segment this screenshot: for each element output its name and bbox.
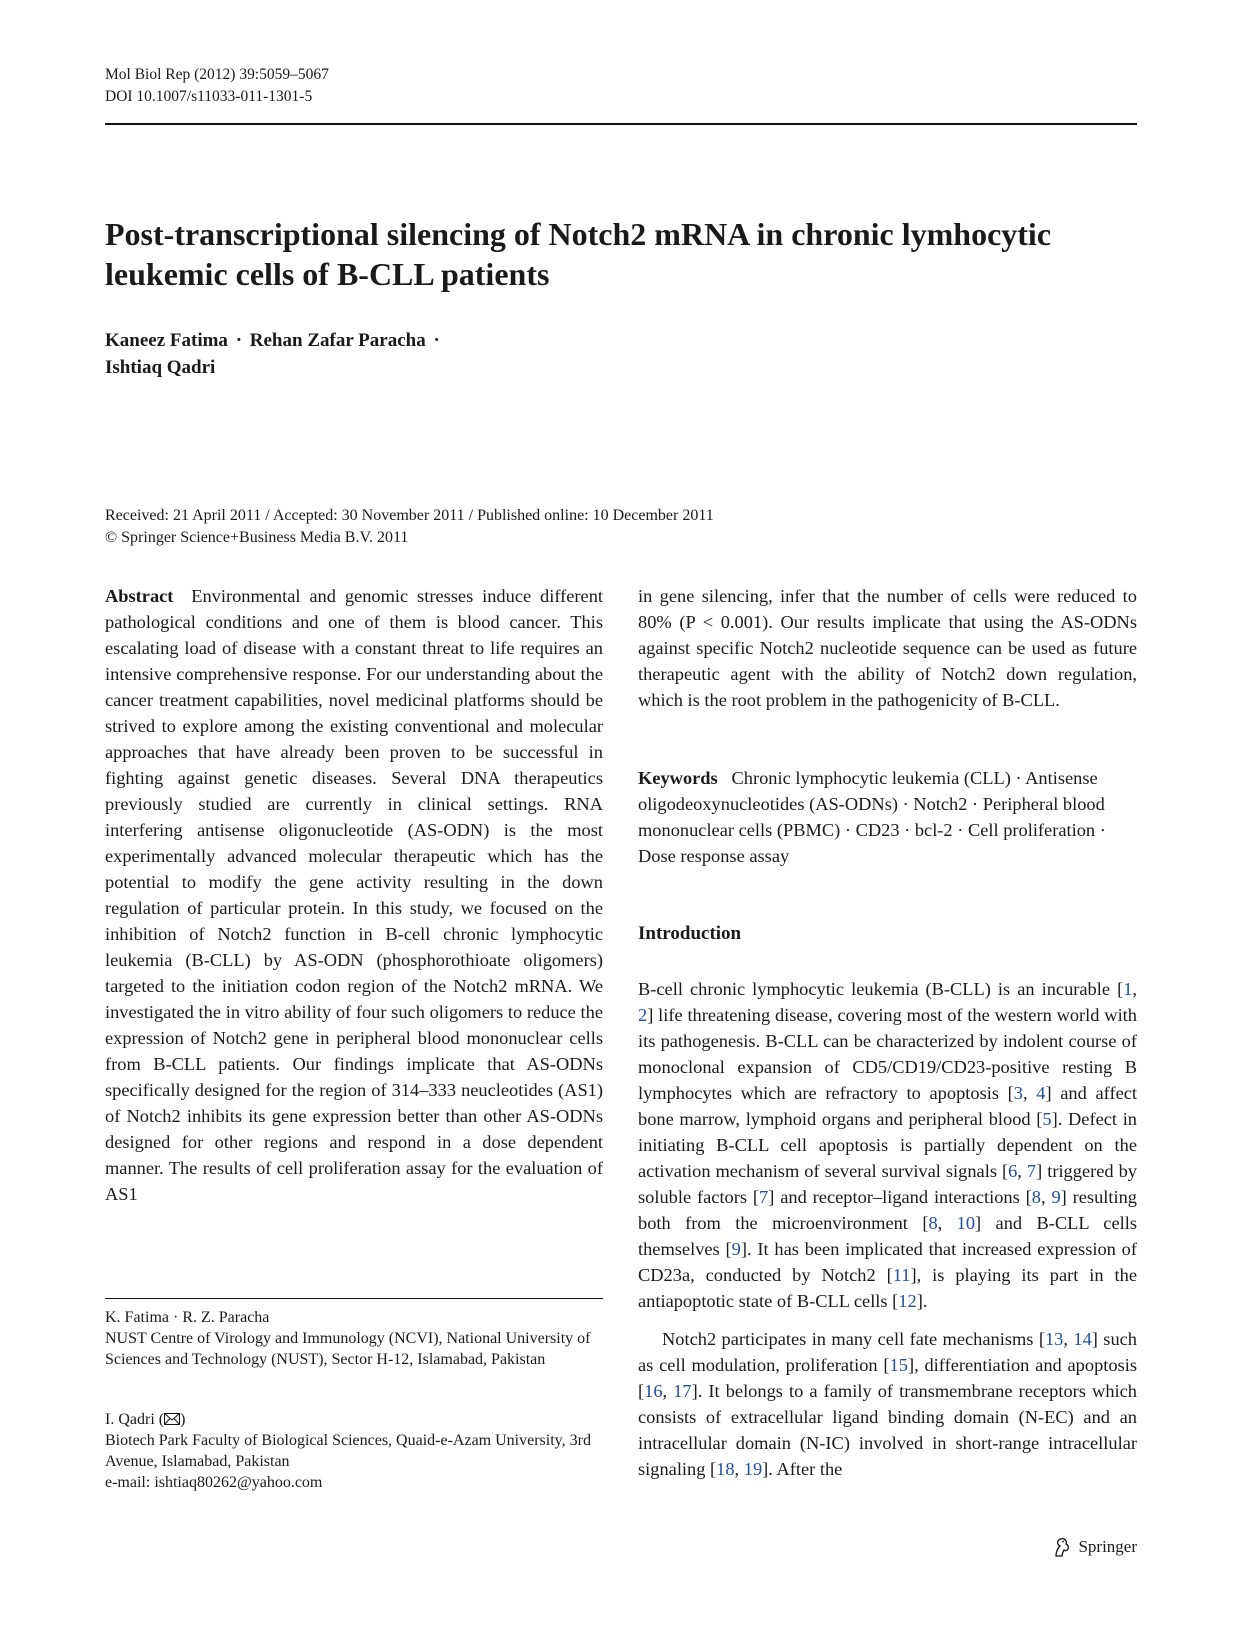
paragraph-text: B-cell chronic lymphocytic leukemia (B-CLL) is an incurable [638, 979, 1118, 999]
citation-link[interactable]: 1 [1123, 979, 1133, 999]
paragraph-text: ] [907, 1355, 915, 1375]
paragraph-text: , [662, 1381, 674, 1401]
citation-link[interactable]: 10 [956, 1213, 976, 1233]
paragraph-text: Notch2 participates in many cell fate mechanisms [662, 1329, 1039, 1349]
citation-link[interactable]: 14 [1073, 1329, 1092, 1349]
author-name: Ishtiaq Qadri [105, 357, 216, 378]
paragraph-text: , [1063, 1329, 1074, 1349]
paragraph-text: resulting both from the microenvironment [638, 1187, 1137, 1233]
paragraph-text: [ [886, 1265, 893, 1285]
paragraph-text: [ [638, 1381, 645, 1401]
paragraph-text: ] [910, 1265, 917, 1285]
paragraph-text: , [734, 1459, 744, 1479]
abstract-continued: in gene silencing, infer that the number of cells were reduced to 80% (P < 0.001). Our results implicate that using the AS-ODNs against specific Notch2 nucleotide sequence can be used as future therapeutic agent with the ability of Notch2 down regulation, which is the root problem in the pathogenicity of B-CLL. [638, 586, 1137, 710]
citation-link[interactable]: 5 [1042, 1109, 1052, 1129]
paragraph-text: [ [1001, 1161, 1009, 1181]
paragraph-text: , is playing its part in the antiapoptotic state of B-CLL cells [638, 1265, 1137, 1311]
paragraph-text: [ [725, 1239, 732, 1259]
citation-link[interactable]: 19 [743, 1459, 763, 1479]
publication-dates [105, 505, 1005, 549]
paragraph-text: ] [975, 1213, 982, 1233]
paragraph-text: ] [1045, 1083, 1052, 1103]
paragraph-text: [ [922, 1213, 929, 1233]
header-rule [105, 123, 1137, 125]
paragraph-text: ] [768, 1187, 775, 1207]
paragraph-text: , [1017, 1161, 1027, 1181]
paragraph-text: ] [762, 1459, 769, 1479]
paragraph-text: ] [1091, 1329, 1098, 1349]
citation-link[interactable]: 3 [1013, 1083, 1023, 1103]
abstract-heading: Abstract [105, 586, 174, 606]
paragraph-text: , [1040, 1187, 1052, 1207]
paragraph-text: and receptor–ligand interactions [774, 1187, 1026, 1207]
paragraph-text: ] [740, 1239, 747, 1259]
citation-link[interactable]: 16 [644, 1381, 663, 1401]
paragraph-text: , [937, 1213, 957, 1233]
intro-paragraph-1 [638, 976, 1137, 1314]
journal-doi: DOI 10.1007/s11033-011-1301-5 [105, 88, 313, 105]
article-title: Post-transcriptional silencing of Notch2 mRNA in chronic lymhocytic leukemic cells of B-CLL patients [105, 216, 1052, 292]
affiliation-text: Biotech Park Faculty of Biological Sciences, Quaid-e-Azam University, 3rd Avenue, Islamabad, Pakistan [105, 1432, 591, 1470]
author-list [105, 327, 525, 381]
paragraph-text: and affect bone marrow, lymphoid organs and peripheral blood [638, 1083, 1137, 1129]
corresponding-author: I. Qadri ( ) [105, 1411, 186, 1428]
citation-link[interactable]: 9 [1051, 1187, 1061, 1207]
citation-link[interactable]: 11 [892, 1265, 911, 1285]
paragraph-text: [ [1117, 979, 1124, 999]
envelope-icon [164, 1413, 180, 1425]
paragraph-text: . It belongs to a family of transmembrane receptors which consists of extracellular ligand binding domain (N-EC) and an intracellular domain (N-IC) involved in short-range intracellular signaling [638, 1381, 1137, 1479]
citation-link[interactable]: 6 [1008, 1161, 1018, 1181]
publisher-logo [1052, 1536, 1137, 1558]
paragraph-text: [ [752, 1187, 760, 1207]
citation-link[interactable]: 18 [716, 1459, 735, 1479]
paragraph-text: [ [1025, 1187, 1032, 1207]
paragraph-text: ] [647, 1005, 654, 1025]
paragraph-text: [ [883, 1355, 890, 1375]
dates-line: Received: 21 April 2011 / Accepted: 30 November 2011 / Published online: 10 December 2011 [105, 507, 714, 524]
paragraph-text: , [1022, 1083, 1037, 1103]
citation-link[interactable]: 12 [898, 1291, 917, 1311]
author-separator: · [235, 330, 243, 351]
paragraph-text: , differentiation and apoptosis [914, 1355, 1137, 1375]
affiliation-block-2 [105, 1409, 603, 1493]
citation-link[interactable]: 8 [1031, 1187, 1041, 1207]
paragraph-text: [ [892, 1291, 899, 1311]
paragraph-text: such as cell modulation, proliferation [638, 1329, 1137, 1375]
paragraph-text: . It has been implicated that increased expression of CD23a, conducted by Notch2 [638, 1239, 1137, 1285]
keywords [638, 765, 1137, 869]
paragraph-text: ] [1060, 1187, 1067, 1207]
citation-link[interactable]: 15 [889, 1355, 908, 1375]
paragraph-text: [ [1038, 1329, 1045, 1349]
citation-link[interactable]: 8 [928, 1213, 938, 1233]
paragraph-text: ] [1051, 1109, 1058, 1129]
paragraph-text: . [922, 1291, 928, 1311]
paragraph-text: triggered by soluble factors [638, 1161, 1137, 1207]
section-heading-introduction: Introduction [638, 923, 742, 944]
citation-link[interactable]: 13 [1044, 1329, 1064, 1349]
paragraph-text: . After the [768, 1459, 843, 1479]
affiliation-block-1 [105, 1307, 603, 1370]
email-address[interactable]: e-mail: ishtiaq80262@yahoo.com [105, 1474, 323, 1491]
affiliation-names: I. Qadri [105, 1411, 155, 1428]
paragraph-text: and B-CLL cells themselves [638, 1213, 1137, 1259]
citation-link[interactable]: 7 [759, 1187, 769, 1207]
keywords-heading: Keywords [638, 768, 718, 788]
journal-header [105, 64, 329, 108]
author-separator: · [433, 330, 440, 351]
keywords-text: Chronic lymphocytic leukemia (CLL) · Antisense oligodeoxynucleotides (AS-ODNs) · Notch2 · Peripheral blood mononuclear cells (PBMC) · CD23 · bcl-2 · Cell proliferation · Dose response assay [638, 768, 1106, 866]
springer-horse-icon [1052, 1536, 1072, 1558]
journal-citation: Mol Biol Rep (2012) 39:5059–5067 [105, 66, 329, 83]
affiliation-text: NUST Centre of Virology and Immunology (NCVI), National University of Sciences and Technology (NUST), Sector H-12, Islamabad, Pakistan [105, 1330, 591, 1368]
publisher-name: Springer [1078, 1537, 1137, 1556]
abstract [105, 583, 603, 1207]
author-name: Kaneez Fatima [105, 330, 228, 351]
copyright-line: © Springer Science+Business Media B.V. 2011 [105, 529, 409, 546]
citation-link[interactable]: 17 [673, 1381, 692, 1401]
paragraph-text: life threatening disease, covering most of the western world with its pathogenesis. B-CLL can be characterized by indolent course of monoclonal expansion of CD5/CD19/CD23-positive resting B lymphocytes which are refractory to apoptosis [638, 1005, 1137, 1103]
paragraph-text: . Defect in initiating B-CLL cell apoptosis is partially dependent on the activation mechanism of several survival signals [638, 1109, 1137, 1181]
author-name: Rehan Zafar Paracha [249, 330, 426, 351]
citation-link[interactable]: 2 [638, 1005, 648, 1025]
abstract-text: Environmental and genomic stresses induce different pathological conditions and one of them is blood cancer. This escalating load of disease with a constant threat to life requires an intensive comprehensive response. For our understanding about the cancer treatment capabilities, novel medicinal platforms should be strived to explore among the existing conventional and molecular approaches that have already been proven to be successful in fighting against genetic diseases. Several DNA therapeutics previously studied are currently in clinical settings. RNA interfering antisense oligonucleotide (AS-ODN) is the most experimentally advanced molecular therapeutic which has the potential to modify the gene activity resulting in the down regulation of particular protein. In this study, we focused on the inhibition of Notch2 function in B-cell chronic lymphocytic leukemia (B-CLL) by AS-ODN (phosphorothioate oligomers) targeted to the initiation codon region of the Notch2 mRNA. We investigated the in vitro ability of four such oligomers to reduce the expression of Notch2 gene in peripheral blood mononuclear cells from B-CLL patients. Our findings implicate that AS-ODNs specifically designed for the region of 314–333 neucleotides (AS1) of Notch2 inhibits its gene expression better than other AS-ODNs designed for other regions and respond in a dose dependent manner. The results of cell proliferation assay for the evaluation of AS1 [105, 586, 604, 1204]
affiliation-names: K. Fatima · R. Z. Paracha [105, 1309, 270, 1326]
paragraph-text: ] [1036, 1161, 1043, 1181]
paragraph-text: , [1132, 979, 1137, 999]
citation-link[interactable]: 4 [1036, 1083, 1046, 1103]
paragraph-text: ] [691, 1381, 698, 1401]
footnote-rule [105, 1298, 603, 1299]
intro-paragraph-2 [638, 1326, 1137, 1482]
paragraph-text: ] [916, 1291, 923, 1311]
paragraph-text: [ [1007, 1083, 1014, 1103]
citation-link[interactable]: 7 [1026, 1161, 1037, 1181]
citation-link[interactable]: 9 [731, 1239, 741, 1259]
paragraph-text: [ [710, 1459, 717, 1479]
paragraph-text: [ [1036, 1109, 1043, 1129]
